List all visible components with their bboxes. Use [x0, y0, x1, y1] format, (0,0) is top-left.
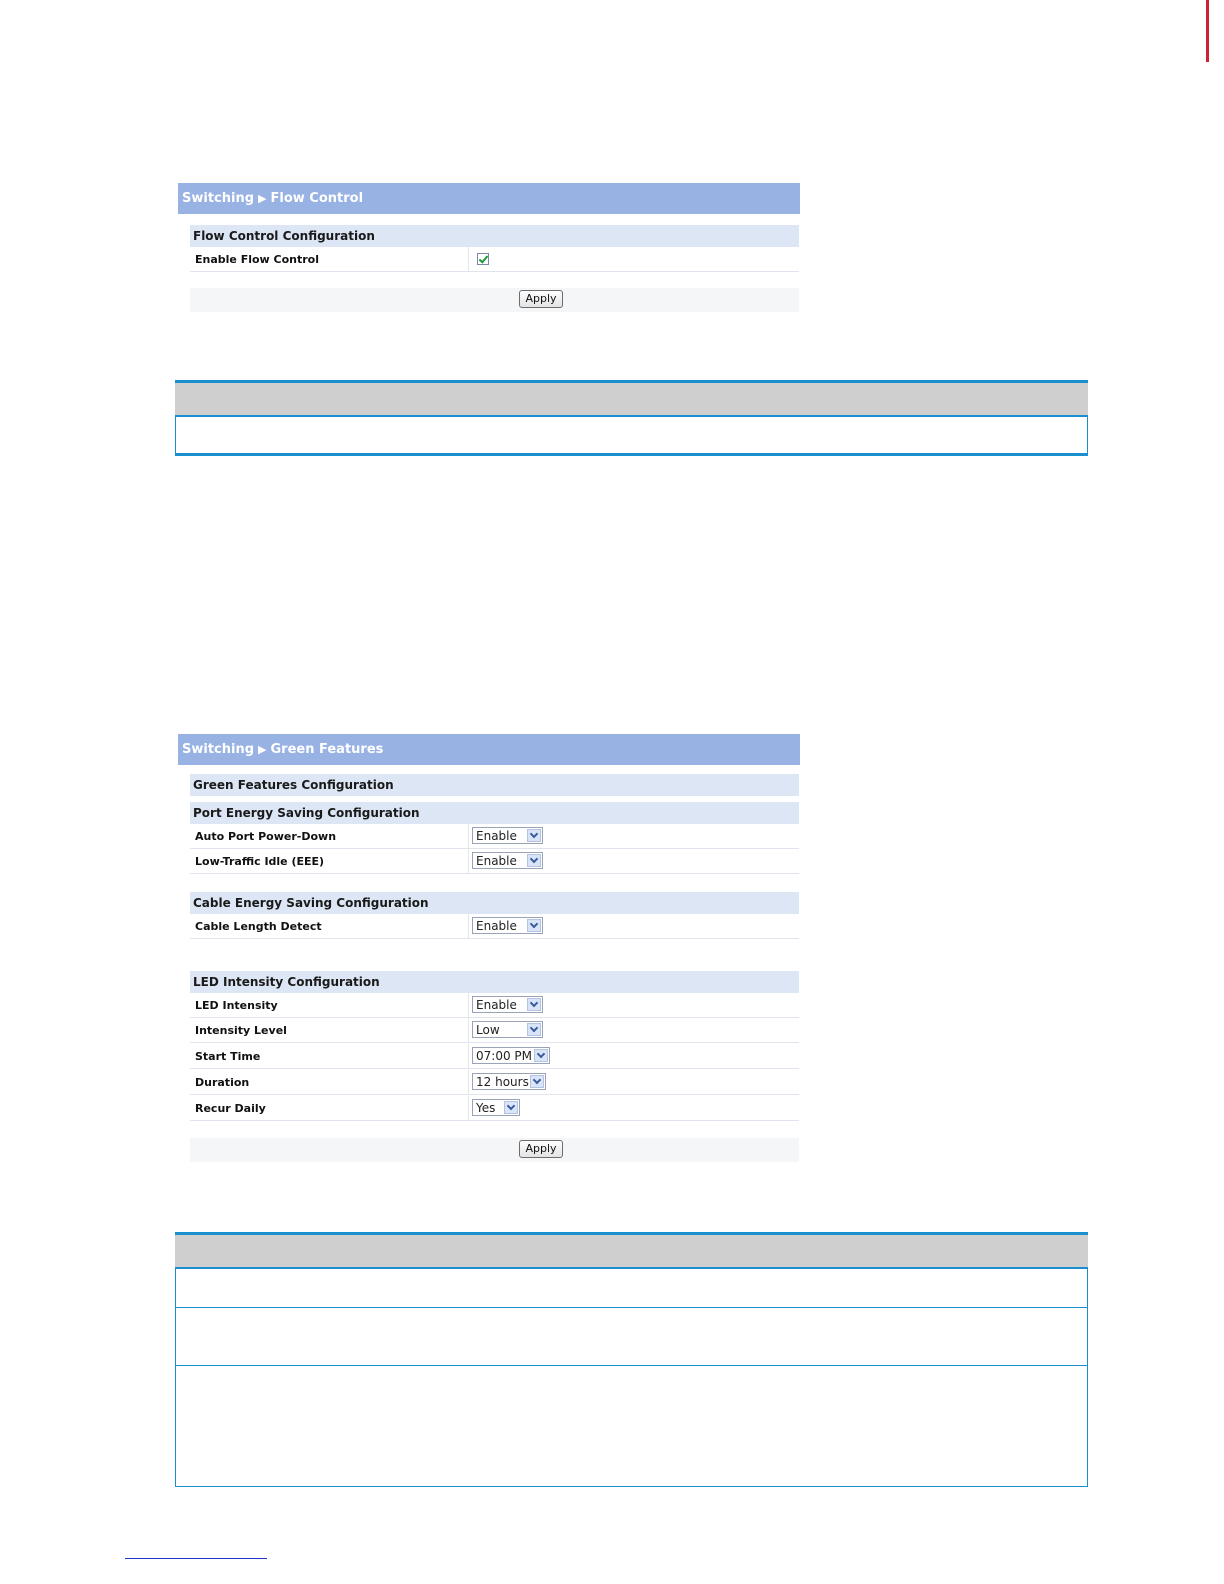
row-label: Intensity Level: [195, 1024, 287, 1037]
breadcrumb-arrow-icon: ▶: [258, 743, 267, 756]
chevron-down-icon: [504, 1101, 518, 1114]
row-divider: [468, 1018, 469, 1042]
apply-button[interactable]: Apply: [519, 1140, 563, 1158]
row-divider: [468, 993, 469, 1017]
row-label: Recur Daily: [195, 1102, 266, 1115]
green-features-panel: [178, 734, 800, 765]
chevron-down-icon: [527, 998, 541, 1011]
apply-bar: [190, 1138, 799, 1162]
row-divider: [468, 824, 469, 848]
chevron-down-icon: [527, 829, 541, 842]
select-value: Low: [476, 1023, 500, 1037]
margin-rule: [1206, 0, 1209, 62]
table-header: [175, 380, 1088, 417]
row-divider: [468, 1096, 469, 1120]
section-led-intensity: LED Intensity Configuration: [190, 971, 799, 993]
breadcrumb-page: Flow Control: [270, 191, 364, 206]
row-label: Auto Port Power-Down: [195, 830, 337, 843]
select-value: Yes: [476, 1101, 496, 1115]
recur-daily-select[interactable]: [472, 1099, 520, 1116]
row-divider: [468, 1070, 469, 1094]
section-port-energy-saving: Port Energy Saving Configuration: [190, 802, 799, 824]
chevron-down-icon: [530, 1075, 544, 1088]
select-value: 07:00 PM: [476, 1049, 532, 1063]
cable-length-detect-select[interactable]: [472, 917, 543, 934]
row-label: Start Time: [195, 1050, 261, 1063]
row-label: Enable Flow Control: [195, 253, 320, 266]
row-auto-port-power-down: [190, 824, 799, 849]
duration-select[interactable]: [472, 1073, 546, 1090]
footnote-rule: [125, 1558, 267, 1559]
apply-bar: [190, 288, 799, 312]
breadcrumb-page: Green Features: [270, 742, 384, 757]
auto-port-power-down-select[interactable]: [472, 827, 543, 844]
led-intensity-select[interactable]: [472, 996, 543, 1013]
section-green-features-configuration: Green Features Configuration: [190, 774, 799, 796]
table-header: [175, 1232, 1088, 1269]
chevron-down-icon: [527, 1023, 541, 1036]
table-row: [175, 1269, 1088, 1308]
breadcrumb-root[interactable]: Switching: [182, 742, 255, 757]
row-start-time: [190, 1044, 799, 1069]
select-value: Enable: [476, 998, 517, 1012]
section-cable-energy-saving: Cable Energy Saving Configuration: [190, 892, 799, 914]
row-led-intensity: [190, 993, 799, 1018]
table-row: [175, 1308, 1088, 1366]
row-label: Cable Length Detect: [195, 920, 322, 933]
row-divider: [468, 914, 469, 938]
row-label: LED Intensity: [195, 999, 278, 1012]
start-time-select[interactable]: [472, 1047, 550, 1064]
enable-flow-control-checkbox[interactable]: [477, 253, 489, 265]
low-traffic-idle-select[interactable]: [472, 852, 543, 869]
chevron-down-icon: [534, 1049, 548, 1062]
panel-header: [178, 734, 800, 765]
select-value: Enable: [476, 854, 517, 868]
row-duration: [190, 1070, 799, 1095]
row-enable-flow-control: [190, 247, 799, 272]
row-label: Low-Traffic Idle (EEE): [195, 855, 325, 868]
table-row: [175, 1366, 1088, 1487]
row-recur-daily: [190, 1096, 799, 1121]
row-cable-length-detect: [190, 914, 799, 939]
row-intensity-level: [190, 1018, 799, 1043]
chevron-down-icon: [527, 854, 541, 867]
apply-button[interactable]: Apply: [519, 290, 563, 308]
row-label: Duration: [195, 1076, 250, 1089]
row-divider: [468, 1044, 469, 1068]
breadcrumb-root[interactable]: Switching: [182, 191, 255, 206]
flow-control-panel: [178, 183, 800, 214]
select-value: Enable: [476, 829, 517, 843]
breadcrumb-arrow-icon: ▶: [258, 192, 267, 205]
select-value: Enable: [476, 919, 517, 933]
select-value: 12 hours: [476, 1075, 529, 1089]
panel-header: [178, 183, 800, 214]
row-divider: [468, 849, 469, 873]
section-flow-control-configuration: Flow Control Configuration: [190, 225, 799, 247]
field-description-table-2: [175, 1232, 1088, 1487]
row-divider: [468, 247, 469, 271]
field-description-table-1: [175, 380, 1088, 456]
chevron-down-icon: [527, 919, 541, 932]
row-low-traffic-idle: [190, 849, 799, 874]
table-row: [175, 417, 1088, 456]
intensity-level-select[interactable]: [472, 1021, 543, 1038]
